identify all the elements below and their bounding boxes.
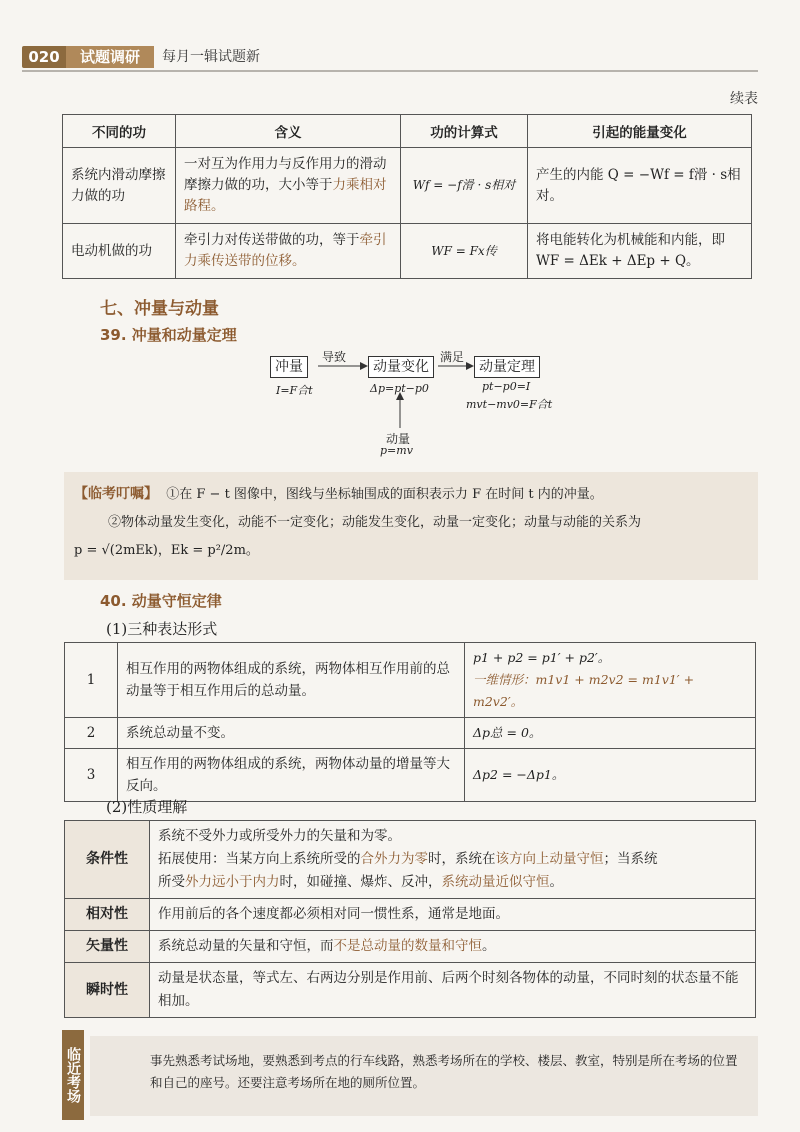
work-energy: 产生的内能 Q = −Wf = f滑 · s相对。 xyxy=(528,148,752,224)
properties-table xyxy=(64,820,756,1018)
table-header: 不同的功 xyxy=(63,115,176,148)
row-text: 相互作用的两物体组成的系统，两物体相互作用前的总动量等于相互作用后的总动量。 xyxy=(118,643,465,718)
table-row xyxy=(65,643,756,718)
momentum-formula: p=mv xyxy=(380,444,413,457)
property-text: 系统不受外力或所受外力的矢量和为零。 拓展使用：当某方向上系统所受的合外力为零时，系统在该方向上动量守恒；当系统 所受外力远小于内力时，如碰撞、爆炸、反冲，系统动量近似守恒。 xyxy=(150,821,756,899)
theorem-formula-1: pt−p0=I xyxy=(482,380,531,393)
momentum-label: 动量 xyxy=(386,432,411,446)
table-header: 功的计算式 xyxy=(401,115,528,148)
leads-label: 导致 xyxy=(322,350,347,364)
note-line-2: ②物体动量发生变化，动能不一定变化；动能发生变化，动量一定变化；动量与动能的关系为 xyxy=(108,515,642,530)
row-number: 1 xyxy=(65,643,118,718)
row-formula: p1 + p2 = p1′ + p2′。 一维情形：m1v1 + m2v2 = m1v1′ + m2v2′。 xyxy=(465,643,756,718)
subtitle-forms: (1)三种表达形式 xyxy=(106,620,218,638)
property-text: 系统总动量的矢量和守恒，而不是总动量的数量和守恒。 xyxy=(150,931,756,963)
momentum-change-box: 动量变化 xyxy=(368,356,434,378)
section-title: 七、冲量与动量 xyxy=(100,299,219,319)
work-meaning: 一对互为作用力与反作用力的滑动摩擦力做的功，大小等于力乘相对路程。 xyxy=(176,148,401,224)
property-key: 条件性 xyxy=(65,821,150,899)
column-subtitle: 每月一辑试题新 xyxy=(162,49,260,65)
change-formula: Δp=pt−p0 xyxy=(370,382,429,395)
subtitle-properties: (2)性质理解 xyxy=(106,798,188,816)
continued-label: 续表 xyxy=(730,91,758,107)
table-row xyxy=(65,821,756,899)
row-formula: Δp2 = −Δp1。 xyxy=(465,749,756,802)
work-name: 电动机做的功 xyxy=(63,224,176,279)
work-energy: 将电能转化为机械能和内能，即 WF = ΔEk + ΔEp + Q。 xyxy=(528,224,752,279)
property-key: 矢量性 xyxy=(65,931,150,963)
row-text: 相互作用的两物体组成的系统，两物体动量的增量等大反向。 xyxy=(118,749,465,802)
row-number: 3 xyxy=(65,749,118,802)
work-table xyxy=(62,114,752,279)
table-row xyxy=(65,718,756,749)
note-tag: 【临考叮嘱】 xyxy=(74,486,158,502)
impulse-formula: I=F合t xyxy=(276,384,313,397)
column-title: 试题调研 xyxy=(66,46,154,68)
table-row xyxy=(63,148,752,224)
exam-tip xyxy=(90,1036,758,1116)
work-meaning: 牵引力对传送带做的功，等于牵引力乘传送带的位移。 xyxy=(176,224,401,279)
table-header: 含义 xyxy=(176,115,401,148)
table-row xyxy=(65,899,756,931)
table-row xyxy=(65,963,756,1018)
work-formula: Wf = −f滑 · s相对 xyxy=(401,148,528,224)
work-formula: WF = Fx传 xyxy=(401,224,528,279)
note-line-1: ①在 F − t 图像中，图线与坐标轴围成的面积表示力 F 在时间 t 内的冲量。 xyxy=(166,487,603,502)
property-text: 作用前后的各个速度都必须相对同一惯性系，通常是地面。 xyxy=(150,899,756,931)
page-number: 020 xyxy=(22,46,66,68)
table-header-row xyxy=(63,115,752,148)
header-divider xyxy=(22,70,758,72)
row-number: 2 xyxy=(65,718,118,749)
property-text: 动量是状态量，等式左、右两边分别是作用前、后两个时刻各物体的动量，不同时刻的状态量不能相加。 xyxy=(150,963,756,1018)
table-header: 引起的能量变化 xyxy=(528,115,752,148)
row-formula: Δp总 = 0。 xyxy=(465,718,756,749)
impulse-box: 冲量 xyxy=(270,356,308,378)
property-key: 瞬时性 xyxy=(65,963,150,1018)
property-key: 相对性 xyxy=(65,899,150,931)
topic-39-title: 39. 冲量和动量定理 xyxy=(100,326,237,344)
table-row xyxy=(65,749,756,802)
topic-40-title: 40. 动量守恒定律 xyxy=(100,592,222,610)
table-row xyxy=(65,931,756,963)
impulse-diagram xyxy=(260,350,560,460)
theorem-box: 动量定理 xyxy=(474,356,540,378)
satisfies-label: 满足 xyxy=(440,350,465,364)
row-text: 系统总动量不变。 xyxy=(118,718,465,749)
table-row xyxy=(63,224,752,279)
exam-note xyxy=(64,472,758,580)
theorem-formula-2: mvt−mv0=F合t xyxy=(466,398,553,411)
note-line-3: p = √(2mEk)，Ek = p²/2m。 xyxy=(74,543,259,558)
side-label: 临近考场 xyxy=(62,1030,84,1120)
work-name: 系统内滑动摩擦力做的功 xyxy=(63,148,176,224)
conservation-table xyxy=(64,642,756,802)
tip-text: 事先熟悉考试场地，要熟悉到考点的行车线路，熟悉考场所在的学校、楼层、教室，特别是所在考场的位置和自己的座号。还要注意考场所在地的厕所位置。 xyxy=(150,1053,738,1090)
